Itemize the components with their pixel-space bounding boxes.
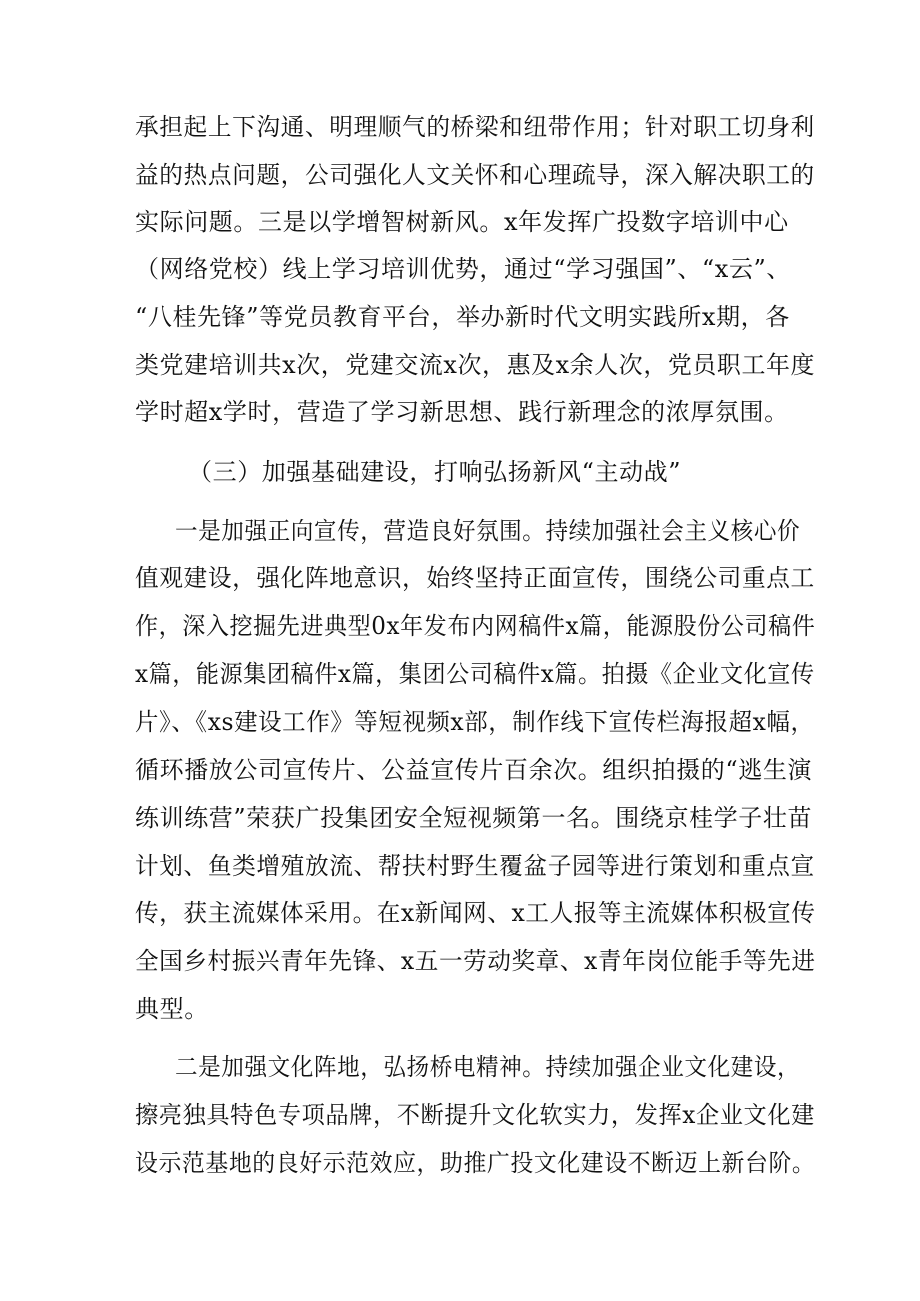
text-line: x篇，能源集团稿件x篇，集团公司稿件x篇。拍摄《企业文化宣传 [135,660,815,688]
text-line: 计划、鱼类增殖放流、帮扶村野生覆盆子园等进行策划和重点宣 [135,852,815,880]
text-line: 实际问题。三是以学增智树新风。x年发挥广投数字培训中心 [135,208,789,236]
text-line: 类党建培训共x次，党建交流x次，惠及x余人次，党员职工年度 [135,351,816,379]
text-line: 益的热点问题，公司强化人文关怀和心理疏导，深入解决职工的 [135,161,815,189]
text-line: 典型。 [135,995,209,1023]
text-line: 学时超x学时，营造了学习新思想、践行新理念的浓厚氛围。 [135,398,789,426]
text-line: 练训练营”荣获广投集团安全短视频第一名。围绕京桂学子壮苗 [135,804,813,832]
text-line: “八桂先锋”等党员教育平台，举办新时代文明实践所x期，各 [135,303,790,331]
text-line: 二是加强文化阵地，弘扬桥电精神。持续加强企业文化建设， [175,1053,801,1081]
text-line: 值观建设，强化阵地意识，始终坚持正面宣传，围绕公司重点工 [135,564,815,592]
text-line: 一是加强正向宣传，营造良好氛围。持续加强社会主义核心价 [175,517,801,545]
section-heading: （三）加强基础建设，打响弘扬新风“主动战” [188,458,682,486]
text-line: 作，深入挖掘先进典型0x年发布内网稿件x篇，能源股份公司稿件 [135,612,816,640]
text-line: 设示范基地的良好示范效应，助推广投文化建设不断迈上新台阶。 [135,1149,816,1177]
text-line: 循环播放公司宣传片、公益宣传片百余次。组织拍摄的“逃生演 [135,756,813,784]
text-line: 传，获主流媒体采用。在x新闻网、x工人报等主流媒体积极宣传 [135,899,816,927]
text-line: 擦亮独具特色专项品牌，不断提升文化软实力，发挥x企业文化建 [135,1101,815,1129]
text-line: 全国乡村振兴青年先锋、x五一劳动奖章、x青年岗位能手等先进 [135,947,816,975]
text-line: 片》、《xs建设工作》等短视频x部，制作线下宣传栏海报超x幅， [135,708,815,736]
text-line: （网络党校）线上学习培训优势，通过“学习强国”、“x云”、 [135,255,792,283]
text-line: 承担起上下沟通、明理顺气的桥梁和纽带作用；针对职工切身利 [135,113,815,141]
